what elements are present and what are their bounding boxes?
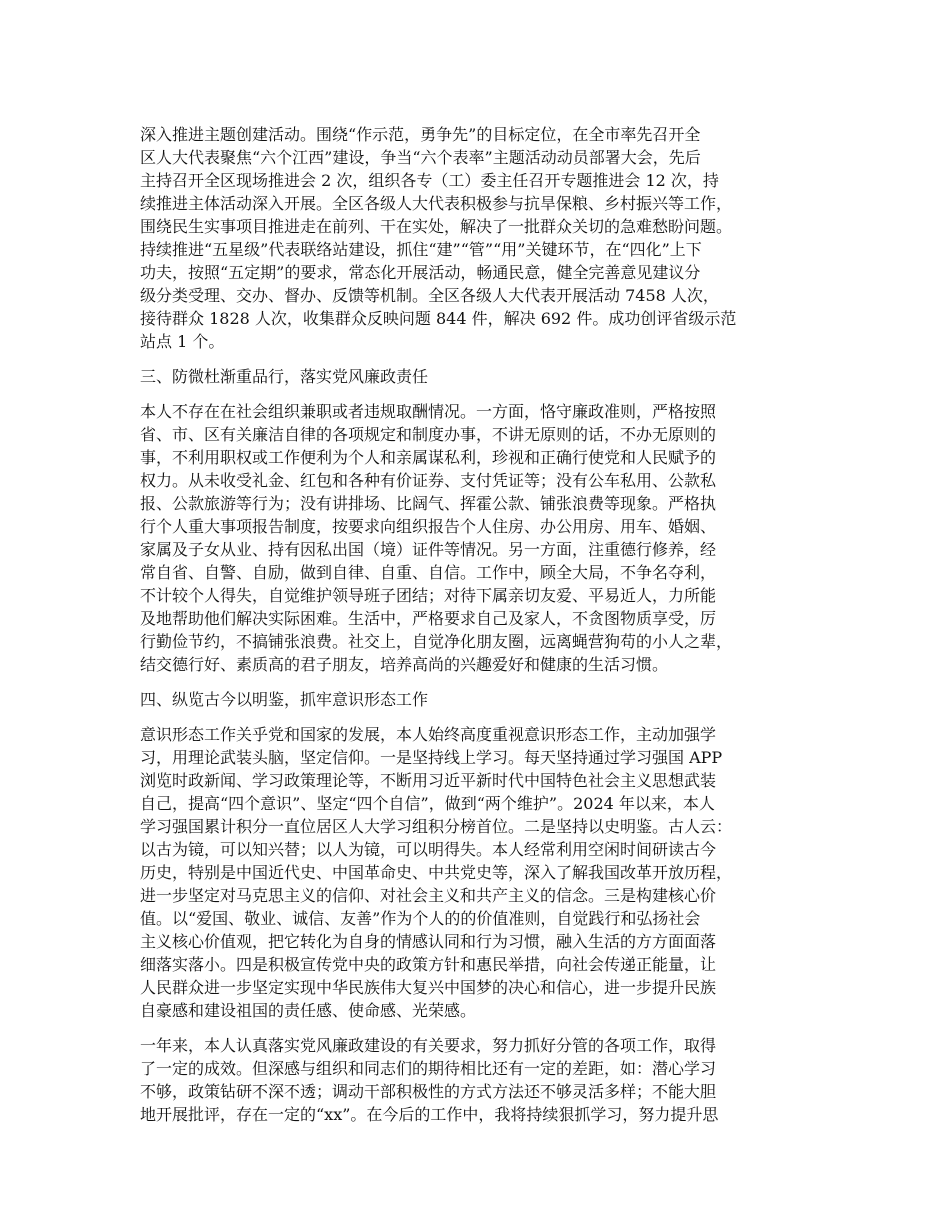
- text-line: 以古为镜，可以知兴替；以人为镜，可以明得失。本人经常利用空闲时间研读古今: [140, 840, 717, 859]
- text-line: 一年来，本人认真落实党风廉政建设的有关要求，努力抓好分管的各项工作，取得: [140, 1036, 717, 1055]
- heading-text: 三、防微杜渐重品行，落实党风廉政责任: [140, 367, 429, 386]
- text-line: 级分类受理、交办、督办、反馈等机制。全区各级人大代表开展活动 7458 人次，: [140, 286, 719, 305]
- text-line: 权力。从未收受礼金、红包和各种有价证券、支付凭证等；没有公车私用、公款私: [140, 471, 717, 490]
- text-line: 报、公款旅游等行为；没有讲排场、比阔气、挥霍公款、铺张浪费等现象。严格执: [140, 494, 717, 513]
- text-line: 深入推进主题创建活动。围绕“作示范，勇争先”的目标定位，在全市率先召开全: [140, 125, 701, 144]
- paragraph-ideology: [140, 723, 830, 1022]
- section-heading-3: [140, 365, 830, 388]
- text-line: 历史，特别是中国近代史、中国革命史、中共党史等，深入了解我国改革开放历程，: [140, 863, 733, 882]
- text-line: 自豪感和建设祖国的责任感、使命感、光荣感。: [140, 1001, 477, 1020]
- text-line: 结交德行好、素质高的君子朋友，培养高尚的兴趣爱好和健康的生活习惯。: [140, 655, 669, 674]
- text-line: 习，用理论武装头脑，坚定信仰。一是坚持线上学习。每天坚持通过学习强国 APP: [140, 748, 723, 767]
- text-line: 学习强国累计积分一直位居区人大学习组积分榜首位。二是坚持以史明鉴。古人云：: [140, 817, 733, 836]
- text-line: 站点 1 个。: [140, 332, 225, 351]
- text-line: 不计较个人得失，自觉维护领导班子团结；对待下属亲切友爱、平易近人，力所能: [140, 586, 717, 605]
- text-line: 围绕民生实事项目推进走在前列、干在实处，解决了一批群众关切的急难愁盼问题。: [140, 217, 733, 236]
- text-line: 值。以“爱国、敬业、诚信、友善”作为个人的的价值准则，自觉践行和弘扬社会: [140, 909, 701, 928]
- heading-text: 四、纵览古今以明鉴，抓牢意识形态工作: [140, 690, 429, 709]
- text-line: 行勤俭节约，不搞铺张浪费。社交上，自觉净化朋友圈，远离蝇营狗苟的小人之辈，: [140, 632, 733, 651]
- text-line: 及地帮助他们解决实际困难。生活中，严格要求自己及家人，不贪图物质享受，厉: [140, 609, 717, 628]
- paragraph-integrity: [140, 400, 830, 676]
- text-line: 进一步坚定对马克思主义的信仰、对社会主义和共产主义的信念。三是构建核心价: [140, 886, 717, 905]
- text-line: 本人不存在在社会组织兼职或者违规取酬情况。一方面，恪守廉政准则，严格按照: [140, 402, 717, 421]
- text-line: 省、市、区有关廉洁自律的各项规定和制度办事，不讲无原则的话，不办无原则的: [140, 425, 717, 444]
- text-line: 续推进主体活动深入开展。全区各级人大代表积极参与抗旱保粮、乡村振兴等工作，: [140, 194, 733, 213]
- text-line: 持续推进“五星级”代表联络站建设，抓住“建”“管”“用”关键环节，在“四化”上下: [140, 240, 702, 259]
- text-line: 了一定的成效。但深感与组织和同志们的期待相比还有一定的差距，如：潜心学习: [140, 1059, 717, 1078]
- text-line: 行个人重大事项报告制度，按要求向组织报告个人住房、办公用房、用车、婚姻、: [140, 517, 717, 536]
- text-line: 接待群众 1828 人次，收集群众反映问题 844 件，解决 692 件。成功创评省级示范: [140, 309, 737, 328]
- text-line: 功夫，按照“五定期”的要求，常态化开展活动，畅通民意，健全完善意见建议分: [140, 263, 701, 282]
- text-line: 家属及子女从业、持有因私出国（境）证件等情况。另一方面，注重德行修养，经: [140, 540, 717, 559]
- document-page: [140, 123, 830, 1138]
- text-line: 主义核心价值观，把它转化为自身的情感认同和行为习惯，融入生活的方方面面落: [140, 932, 717, 951]
- text-line: 常自省、自警、自励，做到自律、自重、自信。工作中，顾全大局，不争名夺利，: [140, 563, 717, 582]
- paragraph-theme-activities: [140, 123, 830, 353]
- text-line: 地开展批评，存在一定的“xx”。在今后的工作中，我将持续狠抓学习，努力提升思: [140, 1105, 719, 1124]
- text-line: 主持召开全区现场推进会 2 次，组织各专（工）委主任召开专题推进会 12 次，持: [140, 171, 719, 190]
- text-line: 人民群众进一步坚定实现中华民族伟大复兴中国梦的决心和信心，进一步提升民族: [140, 978, 717, 997]
- section-heading-4: [140, 688, 830, 711]
- text-line: 细落实落小。四是积极宣传党中央的政策方针和惠民举措，向社会传递正能量，让: [140, 955, 717, 974]
- text-line: 浏览时政新闻、学习政策理论等，不断用习近平新时代中国特色社会主义思想武装: [140, 771, 717, 790]
- text-line: 自己，提高“四个意识”、坚定“四个自信”，做到“两个维护”。2024 年以来，本人: [140, 794, 715, 813]
- text-line: 事，不利用职权或工作便利为个人和亲属谋私利，珍视和正确行使党和人民赋予的: [140, 448, 717, 467]
- text-line: 不够，政策钻研不深不透；调动干部积极性的方式方法还不够灵活多样；不能大胆: [140, 1082, 717, 1101]
- paragraph-summary: [140, 1034, 830, 1126]
- text-line: 区人大代表聚焦“六个江西”建设，争当“六个表率”主题活动动员部署大会，先后: [140, 148, 701, 167]
- text-line: 意识形态工作关乎党和国家的发展，本人始终高度重视意识形态工作，主动加强学: [140, 725, 717, 744]
